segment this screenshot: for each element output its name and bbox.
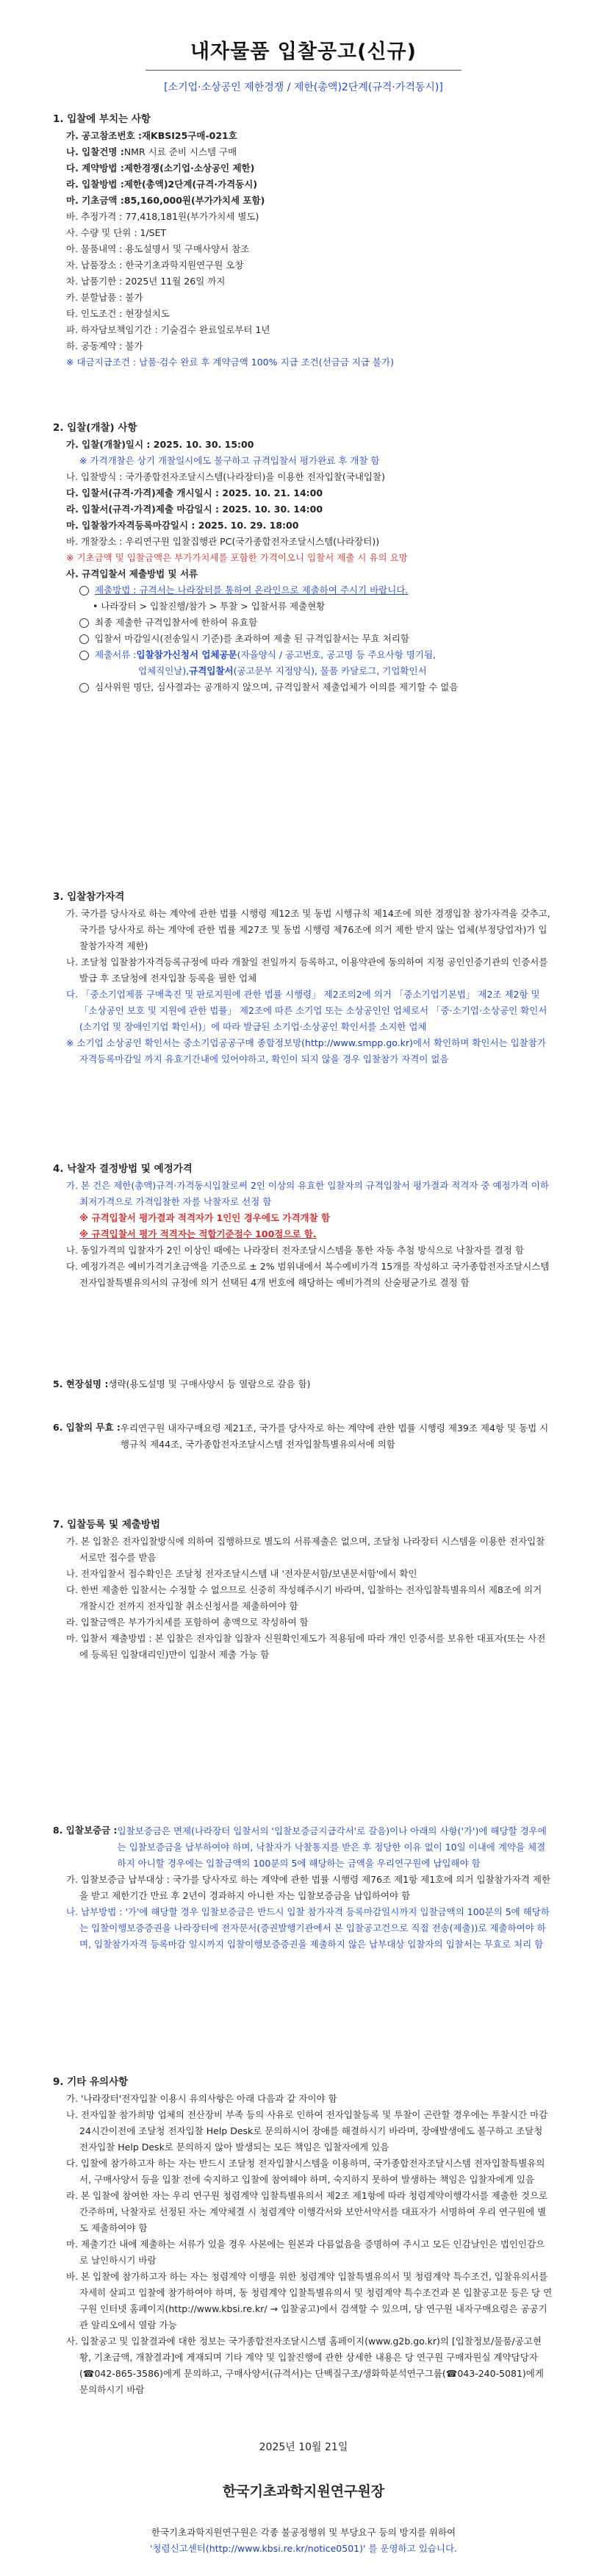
note-clause: 나. 전자입찰 참가희망 업체의 전산장비 부족 등의 사유로 인하여 전자입찰등록 및 투찰이 곤란할 경우에는 투찰시간 마감 24시간이전에 조달청 전자입찰 Help Desk로 문의하시어 장애를 해결하시기 바라며, 장애발생에도 불구하고 조달청 전자입찰 Help Desk로 문의하지 않아 발생되는 모든 책임은 입찰자에게 있음 [66, 2109, 548, 2153]
page-title: 내자물품 입찰공고(신규) [190, 40, 417, 63]
submission-path: • 나라장터 > 입찰진행/참가 > 투찰 > 입찰서류 제출현황 [93, 601, 326, 612]
section-heading: 8. 입찰보증금 : [53, 1825, 118, 1836]
item-text: 차. 납품기한 : 2025년 11월 26일 까지 [66, 276, 226, 287]
registration-clause: 가. 본 입찰은 전자입찰방식에 의하여 집행하므로 별도의 서류제출은 없으며, 조달청 나라장터 시스템을 이용한 전자입찰서로만 접수를 받음 [66, 1536, 545, 1563]
note-clause: 사. 입찰공고 및 입찰결과에 대한 정보는 국가종합전자조달시스템 홈페이지(www.g2b.go.kr)의 [입찰정보/물품/공고현황, 기초금액, 개찰결과]에 게재되며 기타 계약 및 입찰진행에 관한 상세한 내용은 당 연구원 구매자원실 계약담당자(☎042-865-3586)에게 문의하고, 구매사양서(규격서)는 단백질구조/생화학분석연구그룹(☎043-240-5081)에게 문의하시기 바람 [66, 2336, 544, 2395]
section-eligibility [53, 888, 553, 1067]
section-heading: 9. 기타 유의사항 [53, 2076, 129, 2088]
invalid-bids-text: 우리연구원 내자구매요령 제21조, 국가를 당사자로 하는 계약에 관한 법률 시행령 제39조 제4항 및 동법 시행규칙 제44조, 국가종합전자조달시스템 전자입찰특별유의서에 의함 [120, 1423, 549, 1450]
item-text: 아. 물품내역 : 용도설명서 및 구매사양서 참조 [66, 243, 250, 254]
item-value: 제한경쟁(소기업·소상공인 제한) [123, 162, 255, 173]
item-text: 카. 분할납품 : 불가 [66, 292, 143, 303]
item-value: 제한(총액)2단계(규격·가격동시) [123, 179, 258, 190]
submission-method: 제출방법 : 규격서는 나라장터를 통하여 온라인으로 제출하여 주시기 바랍니다. [95, 584, 409, 595]
submission-rule: 입찰서 마감일시(전송일시 기준)를 초과하여 제출 된 규격입찰서는 무효 처리함 [95, 633, 409, 644]
notice-date: 2025년 10월 21일 [259, 2441, 348, 2453]
bid-bond-text: 입찰보증금은 면제(나라장터 입찰서의 '입찰보증금지급각서'로 갈음)이나 아래의 사항('가')에 해당할 경우에는 입찰보증금을 납부하여야 하며, 낙찰자가 낙찰통지를 받은 후 정당한 이유 없이 10일 이내에 계약을 체결하지 아니할 경우에는 입찰금액의 100분의 5에 해당하는 금액을 우리연구원에 납입해야 함 [117, 1825, 547, 1869]
eligibility-clause: 가. 국가를 당사자로 하는 계약에 관한 법률 시행령 제12조 및 동법 시행규칙 제14조에 의한 경쟁입찰 참가자격을 갖추고, 국가를 당사자로 하는 계약에 관한 법률 제27조 및 동법 시행령 제76조에 의거 제한 받지 않는 업체(부정당업자)가 입찰참가자격 제한) [66, 908, 550, 951]
submission-doc: 입찰참가신청서 업체공문 [136, 649, 237, 660]
section-heading: 7. 입찰등록 및 제출방법 [53, 1519, 160, 1531]
submission-docs-heading: 사. 규격입찰서 제출방법 및 서류 [66, 568, 198, 579]
item-text: 하. 공동계약 : 불가 [66, 340, 143, 351]
item-text: 바. 추정가격 : 77,418,181원(부가가치세 별도) [66, 211, 259, 222]
item-value: 재KBSI25구매-021호 [141, 130, 237, 141]
bullet-circle-icon [79, 651, 89, 660]
award-note: ※ 규격입찰서 평가 적격자는 적합기준점수 100점으로 함. [79, 1228, 317, 1239]
title-divider [146, 70, 461, 71]
item-text: 사. 수량 및 단위 : 1/SET [66, 227, 167, 238]
note-clause: 마. 제출기간 내에 제출하는 서류가 있을 경우 사본에는 원본과 다름없음을 증명하여 주시고 모든 인감날인은 법인인감으로 날인하시기 바람 [66, 2239, 545, 2266]
site-briefing-text: 생략(용도설명 및 구매사양서 등 열람으로 갈음 함) [108, 1378, 311, 1389]
section-award-method [53, 1160, 553, 1291]
section-bid-opening [53, 419, 458, 695]
bid-bond-clause: 가. 입찰보증금 납부대상 : 국가를 당사자로 하는 계약에 관한 법률 시행령 제76조 제1항 제1호에 의거 입찰참가자격 제한을 받고 제한기간 만료 후 2년이 경과하지 아니한 자는 입찰보증금을 납입하여야 함 [66, 1874, 551, 1901]
opening-datetime: 가. 입찰(개찰)일시 : 2025. 10. 30. 15:00 [66, 439, 254, 450]
bullet-circle-icon [79, 618, 89, 628]
section-notes [53, 2073, 553, 2398]
submission-doc-note: 업체직인날), [138, 665, 190, 676]
vat-note: ※ 기초금액 및 입찰금액은 부가가치세를 포함한 가격이오니 입찰서 제출 시 유의 요망 [66, 552, 408, 563]
issuing-organization: 한국기초과학지원연구원장 [222, 2483, 385, 2500]
section-heading: 2. 입찰(개찰) 사항 [53, 422, 137, 434]
opening-note: ※ 가격개찰은 상기 개찰일시에도 불구하고 규격입찰서 평가완료 후 개찰 함 [79, 455, 380, 466]
section-heading: 4. 낙찰자 결정방법 및 예정가격 [53, 1163, 193, 1175]
award-note: ※ 규격입찰서 평가결과 적격자가 1인인 경우에도 가격개찰 함 [79, 1212, 331, 1223]
item-label: 라. 입찰방법 : [66, 179, 124, 190]
registration-clause: 마. 입찰서 제출방법 : 본 입찰은 전자입찰 입찰자 신원확인제도가 적용됨에 따라 개인 인증서를 보유한 대표자(또는 사전에 등록된 입찰대리인)만이 입찰서 제출 가능 함 [66, 1633, 546, 1660]
note-clause: 가. '나라장터'전자입찰 이용시 유의사항은 아래 다음과 같 자이야 함 [66, 2093, 337, 2104]
submission-doc: 규격입찰서 [189, 665, 234, 676]
eligibility-clause: 나. 조달청 입찰참가자격등록규정에 따라 개찰일 전일까지 등록하고, 이용약관에 동의하여 지정 공인인증기관의 인증서를 발급 후 조달청에 전자입찰 등록을 필한 업체 [66, 956, 548, 984]
registration-deadline: 마. 입찰참가자격등록마감일시 : 2025. 10. 29. 18:00 [66, 520, 299, 531]
eligibility-note: ※ 소기업 소상공인 확인서는 중소기업공공구매 종합정보망(http://www.smpp.go.kr)에서 확인하며 확인서는 입찰참가자격등록마감일 까지 유효기간내에 있어야하고, 확인이 되지 않을 경우 입찰참가 자격이 없음 [66, 1037, 546, 1065]
note-clause: 바. 본 입찰에 참가하고자 하는 자는 청렴계약 이행을 위한 청렴계약 입찰특별유의서 및 청렴계약 특수조건, 입찰유의서를 자세히 살피고 입찰에 참가하여야 하며, 동 청렴계약 입찰특별유의서 및 청렴계약 특수조건과 본 입찰공고문 등은 당 연구원 인터넷 홈페이지(http://www.kbsi.re.kr/ → 입찰공고)에서 검색할 수 있으며, 당 연구원 내자구매요령은 공공기관 알리오에서 열람 가능 [66, 2271, 553, 2330]
item-value: NMR 시료 준비 시스템 구매 [123, 146, 237, 157]
bid-bond-clause: 나. 납부방법 : '가'에 해당할 경우 입찰보증금은 반드시 입찰 참가자격 등록마감일시까지 입찰금액의 100분의 5에 해당하는 입찰이행보증증권을 나라장터에 전자문서(증권발행기관에서 본 입찰공고건으로 직접 전송(제출))로 제출하여야 하며, 입찰참가자격 등록마감 일시까지 입찰이행보증증권을 제출하지 않은 납부대상 입찰자의 입찰서는 무효로 처리 함 [66, 1906, 550, 1950]
section-registration [53, 1516, 553, 1663]
item-label: 마. 기초금액 : [66, 195, 124, 206]
submission-rule: 최종 제출한 규격입찰서에 한하여 유효함 [95, 617, 258, 628]
item-value: 85,160,000원(부가가치세 포함) [123, 195, 265, 206]
section-bid-bond [53, 1823, 553, 1953]
integrity-center-link[interactable]: '청렴신고센터(http://www.kbsi.re.kr/notice0501)' 를 운영하고 있습니다. [149, 2543, 457, 2554]
section-heading: 6. 입찰의 무효 : [53, 1422, 121, 1433]
page-subtitle: [소기업·소상공인 제한경쟁 / 제한(총액)2단계(규격·가격동시)] [164, 82, 443, 93]
item-text: 자. 납품장소 : 한국기초과학지원연구원 오창 [66, 260, 244, 271]
submission-deadline: 라. 입찰서(규격·가격)제출 마감일시 : 2025. 10. 30. 14:00 [66, 504, 323, 515]
section-invalid-bids [53, 1420, 553, 1453]
eligibility-clause: 다. 「중소기업제품 구매촉진 및 판로지원에 관한 법률 시행령」 제2조의2에 의거 「중소기업기본법」 제2조 제2항 및 「소상공인 보호 및 지원에 관한 법률」 제2조에 따른 소기업 또는 소상공인인 업체로서 「중·소기업·소상공인 확인서(소기업 및 장애인기업 확인서)」에 따라 발급된 소기업·소상공인 확인서를 소지한 업체 [66, 989, 547, 1032]
submission-doc-note: (자율양식 / 공고번호, 공고명 등 주요사항 명기됨, [237, 649, 436, 660]
registration-clause: 라. 입찰금액은 부가가치세를 포함하여 총액으로 작성하여 함 [66, 1617, 309, 1628]
registration-clause: 나. 전자입찰서 접수확인은 조달청 전자조달시스템 내 '전자문서함/보낸문서함'에서 확인 [66, 1568, 417, 1579]
section-heading: 1. 입찰에 부치는 사항 [53, 113, 151, 125]
item-label: 나. 입찰건명 : [66, 146, 124, 157]
item-text: 파. 하자담보책임기간 : 기술검수 완료일로부터 1년 [66, 324, 270, 335]
award-clause: 나. 동일가격의 입찰자가 2인 이상인 때에는 나라장터 전자조달시스템을 통한 자동 추첨 방식으로 낙찰자를 결정 함 [66, 1245, 525, 1256]
submission-start: 다. 입찰서(규격·가격)제출 개시일시 : 2025. 10. 21. 14:00 [66, 487, 323, 498]
submission-docs-label: 제출서류 : [95, 649, 137, 660]
integrity-note: 한국기초과학지원연구원은 각종 불공정행위 및 부당요구 등의 방지를 위하여 [151, 2527, 456, 2538]
award-clause: 다. 예정가격은 예비가격기초금액을 기준으로 ± 2% 범위내에서 복수예비가격 15개를 작성하고 국가종합전자조달시스템 전자입찰특별유의서의 규정에 의거 선택된 4개 번호에 해당하는 예비가격의 산술평균가로 결정 함 [66, 1261, 550, 1288]
bullet-circle-icon [79, 634, 89, 644]
submission-doc-note: (공고문부 지정양식), 물품 카달로그, 기업확인서 [233, 665, 427, 676]
payment-note: ※ 대금지급조건 : 납품·검수 완료 후 계약금액 100% 지급 조건(선금금 지급 불가) [66, 357, 394, 368]
award-clause: 가. 본 건은 제한(총액)규격·가격동시입찰로써 2인 이상의 유효한 입찰자의 규격입찰서 평가결과 적격자 중 예정가격 이하 최저가격으로 가격입찰한 자를 낙찰자로 선정 함 [66, 1180, 549, 1207]
item-label: 가. 공고참조번호 : [66, 130, 142, 141]
opening-place: 바. 개찰장소 : 우리연구원 입찰집행관 PC(국가종합전자조달시스템(나라장터)) [66, 536, 380, 547]
section-bidding-items [53, 110, 394, 371]
bid-method: 나. 입찰방식 : 국가종합전자조달시스템(나라장터)을 이용한 전자입찰(국내입찰) [66, 471, 385, 482]
section-heading: 3. 입찰참가자격 [53, 891, 125, 903]
submission-rule: 심사위원 명단, 심사결과는 공개하지 않으며, 규격입찰서 제출업체가 이의를 제기할 수 없음 [95, 681, 459, 693]
note-clause: 다. 입찰에 참가하고자 하는 자는 반드시 조달청 전자입찰시스템을 이용하며, 국가종합전자조달시스템 전자입찰특별유의서, 구매사양서 등을 입찰 전에 숙지하고 입찰에 참여해야 하며, 숙지하지 못하여 발생하는 책임은 입찰자에게 있음 [66, 2158, 545, 2185]
note-clause: 라. 본 입찰에 참여한 자는 우리 연구원 청렴계약 입찰특별유의서 제2조 제1항에 따라 청렴계약이행각서를 제출한 것으로 간주하며, 낙찰자로 선정된 자는 계약체결 시 청렴계약 이행각서와 보안서약서를 대표자가 서명하여 우리 연구원에 별도 제출하여야 함 [66, 2190, 548, 2233]
section-heading: 5. 현장설명 : [53, 1378, 109, 1389]
item-label: 다. 계약방법 : [66, 162, 124, 173]
bullet-circle-icon [79, 586, 89, 595]
item-text: 타. 인도조건 : 현장설치도 [66, 308, 170, 319]
section-site-briefing [53, 1376, 311, 1392]
bullet-circle-icon [79, 683, 89, 693]
registration-clause: 다. 한번 제출한 입찰서는 수정할 수 없으므로 신중히 작성해주시기 바라며, 입찰하는 전자입찰특별유의서 제8조에 의거 개찰시간 전까지 전자입찰 취소신청서를 제출하여야 함 [66, 1584, 542, 1611]
